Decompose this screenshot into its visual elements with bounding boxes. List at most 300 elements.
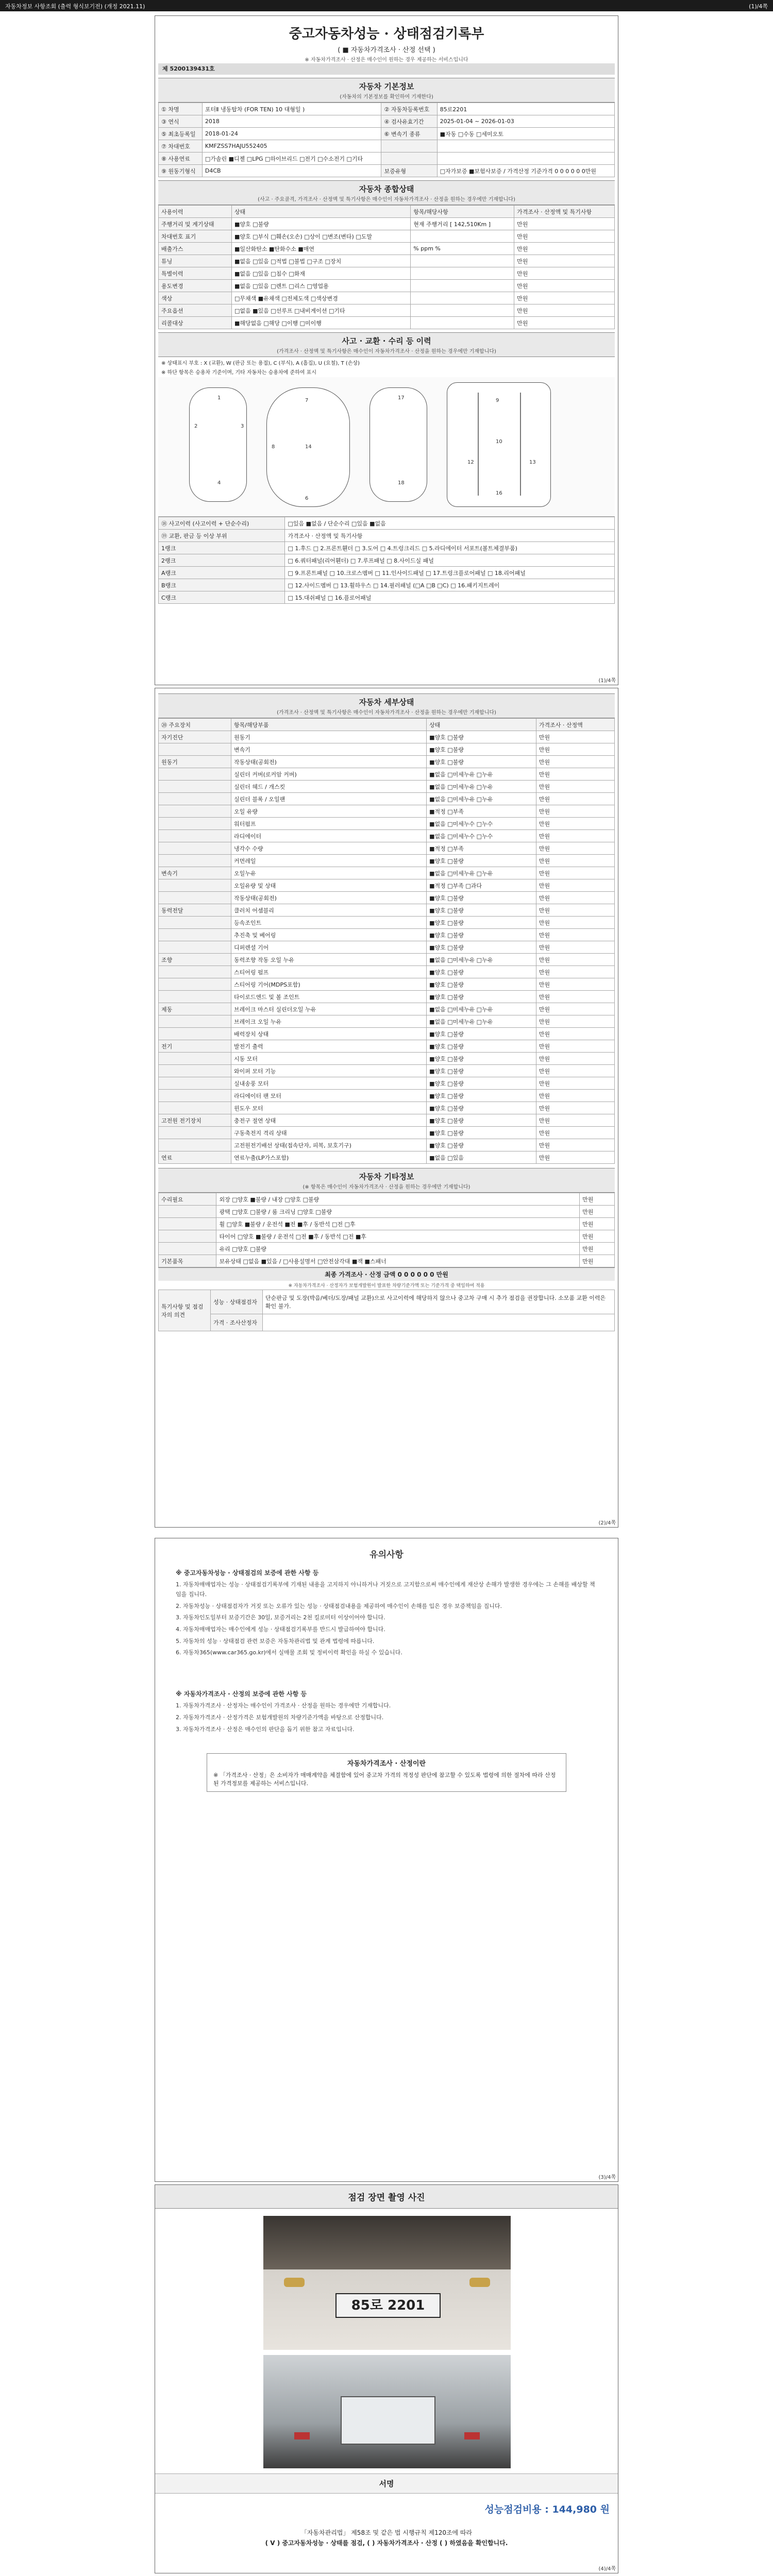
detail-cell: 라디에이터 팬 모터: [231, 1090, 427, 1102]
detail-cell: ■양호 □불량: [427, 1090, 536, 1102]
detail-row: [159, 768, 615, 781]
detail-cell: ■적정 □부족: [427, 842, 536, 855]
detail-cell: [159, 966, 231, 978]
detail-cell: 고전원 전기장치: [159, 1114, 231, 1127]
detail-cell: [159, 768, 231, 781]
detail-cell: 등속조인트: [231, 917, 427, 929]
diagram-part-number: 17: [398, 395, 405, 401]
summary-row: [159, 304, 615, 317]
diagram-part-number: 2: [194, 423, 198, 429]
detail-cell: 만원: [536, 941, 614, 954]
accident-cell: A랭크: [159, 567, 285, 579]
etc-row: [159, 1230, 615, 1243]
final-price-note: ※ 자동차가격조사 · 산정자가 보험개발원이 발표한 차량기준가액 또는 기준가격 중 택일하여 적용: [288, 1283, 485, 1289]
page-4-footer: (4)/4쪽: [598, 2566, 616, 2572]
detail-row: [159, 842, 615, 855]
detail-cell: 만원: [536, 1102, 614, 1114]
detail-row: [159, 1102, 615, 1114]
basic-note: (자동차의 기본정보를 확인하여 기재한다): [158, 92, 615, 103]
basic-row: [159, 165, 615, 177]
detail-cell: 만원: [536, 954, 614, 966]
detail-cell: ■양호 □불량: [427, 917, 536, 929]
detail-cell: 만원: [536, 1040, 614, 1053]
basic-cell: ⑧ 사용연료: [159, 152, 203, 165]
etc-cell: 만원: [580, 1243, 615, 1255]
special-price-text: [263, 1314, 615, 1331]
accident-cell: 1랭크: [159, 542, 285, 554]
detail-cell: 워터펌프: [231, 818, 427, 830]
notice-item: 6. 자동차365(www.car365.go.kr)에서 실매물 조회 및 정비이력 확인을 하실 수 있습니다.: [176, 1649, 402, 1656]
detail-row: [159, 1139, 615, 1151]
certification-line-1: 「자동차관리법」 제58조 및 같은 법 시행규칙 제120조에 따라: [300, 2529, 473, 2536]
detail-row: [159, 1151, 615, 1164]
license-plate: 85로 2201: [335, 2293, 441, 2318]
detail-cell: 윈도우 모터: [231, 1102, 427, 1114]
summary-cell: 리콜대상: [159, 317, 232, 329]
detail-cell: [159, 991, 231, 1003]
detail-cell: [159, 941, 231, 954]
etc-cell: 광택 □양호 □불량 / 룸 크리닝 □양호 □불량: [216, 1206, 580, 1218]
summary-title: 자동차 종합상태: [158, 180, 615, 195]
etc-cell: 보유상태 □없음 ■있음 / □사용설명서 □안전삼각대 ■잭 ■스패너: [216, 1255, 580, 1267]
detail-cell: ■양호 □불량: [427, 991, 536, 1003]
detail-cell: ■양호 □불량: [427, 978, 536, 991]
accident-row: [159, 530, 615, 542]
diagram-part-number: 1: [217, 395, 221, 401]
diagram-part-number: 10: [496, 439, 502, 445]
signature-section: [155, 2473, 618, 2494]
detail-cell: ■양호 □불량: [427, 1102, 536, 1114]
detail-row: [159, 805, 615, 818]
detail-cell: 만원: [536, 1127, 614, 1139]
etc-cell: [159, 1218, 216, 1230]
summary-cell: 만원: [514, 317, 615, 329]
summary-header-cell: 가격조사 · 산정액 및 특기사항: [514, 206, 615, 218]
detail-cell: 만원: [536, 743, 614, 756]
detail-cell: ■없음 □미세누유 □누유: [427, 954, 536, 966]
detail-cell: 만원: [536, 1015, 614, 1028]
detail-cell: 만원: [536, 991, 614, 1003]
notice-item: 2. 자동차성능 · 상태점검자가 거짓 또는 오류가 있는 성능 · 상태점검내용을 제공하여 매수인이 손해를 입은 경우 보증책임을 집니다.: [176, 1602, 502, 1609]
summary-cell: 특별이력: [159, 267, 232, 280]
detail-row: [159, 941, 615, 954]
price-info-title: 자동차가격조사 · 산정이란: [347, 1759, 426, 1768]
detail-cell: 작동상태(공회전): [231, 756, 427, 768]
vehicle-diagram: [158, 377, 615, 517]
detail-header-cell: 상태: [427, 719, 536, 731]
doc-subtitle: ( ■ 자동차가격조사 · 산정 선택 ): [338, 46, 435, 54]
detail-cell: 타이로드엔드 및 볼 조인트: [231, 991, 427, 1003]
page-2: [155, 688, 618, 1528]
detail-cell: ■양호 □불량: [427, 966, 536, 978]
detail-cell: ■양호 □불량: [427, 743, 536, 756]
summary-cell: ■없음 □있음 □렌트 □리스 □영업용: [231, 280, 410, 292]
basic-cell: 2025-01-04 ~ 2026-01-03: [437, 115, 614, 128]
detail-cell: 동력전달: [159, 904, 231, 917]
basic-cell: ① 차명: [159, 103, 203, 115]
certification-line-2: ( V ) 중고자동차성능 · 상태를 점검, ( ) 자동차가격조사 · 산정 ( ) 하였음을 확인합니다.: [265, 2539, 508, 2547]
detail-cell: 만원: [536, 929, 614, 941]
detail-title: 자동차 세부상태: [158, 693, 615, 708]
detail-cell: [159, 830, 231, 842]
detail-cell: ■양호 □불량: [427, 1127, 536, 1139]
taillight-right: [464, 2432, 480, 2439]
detail-cell: 만원: [536, 879, 614, 892]
diagram-part-number: 16: [496, 490, 502, 496]
rear-door: [341, 2396, 435, 2445]
detail-cell: 만원: [536, 1065, 614, 1077]
basic-cell: 2018: [202, 115, 381, 128]
detail-cell: 만원: [536, 1139, 614, 1151]
detail-row: [159, 978, 615, 991]
basic-cell: 85로2201: [437, 103, 614, 115]
detail-cell: 스티어링 기어(MDPS포함): [231, 978, 427, 991]
accident-cell: 가격조사 · 산정액 및 특기사항: [285, 530, 615, 542]
detail-row: [159, 781, 615, 793]
detail-cell: ■없음 □미세누수 □누수: [427, 818, 536, 830]
basic-row: [159, 152, 615, 165]
detail-cell: [159, 855, 231, 867]
basic-cell: □자가보증 ■보험사보증 / 가격산정 기준가격 0 0 0 0 0 0만원: [437, 165, 614, 177]
basic-cell: ④ 검사유효기간: [381, 115, 437, 128]
detail-cell: 만원: [536, 768, 614, 781]
summary-cell: 튜닝: [159, 255, 232, 267]
detail-cell: [159, 917, 231, 929]
detail-cell: 실린더 커버(로커암 커버): [231, 768, 427, 781]
detail-cell: ■양호 □불량: [427, 929, 536, 941]
detail-cell: 만원: [536, 1053, 614, 1065]
detail-cell: 추진축 및 베어링: [231, 929, 427, 941]
detail-cell: 만원: [536, 781, 614, 793]
detail-cell: ■양호 □불량: [427, 1053, 536, 1065]
etc-cell: 만원: [580, 1218, 615, 1230]
detail-cell: [159, 781, 231, 793]
accident-cell: □ 15.대쉬패널 □ 16.플로어패널: [285, 591, 615, 604]
summary-row: [159, 255, 615, 267]
taillight-left: [294, 2432, 310, 2439]
accident-cell: □ 1.후드 □ 2.프론트휀더 □ 3.도어 □ 4.트렁크리드 □ 5.라디에이터 서포트(볼트체결부품): [285, 542, 615, 554]
etc-cell: 외장 □양호 ■불량 / 내장 □양호 □불량: [216, 1193, 580, 1206]
detail-row: [159, 892, 615, 904]
detail-cell: 동력조향 작동 오일 누유: [231, 954, 427, 966]
detail-row: [159, 867, 615, 879]
detail-table: [158, 718, 615, 1164]
summary-cell: ■양호 □불량: [231, 218, 410, 230]
detail-cell: 만원: [536, 1003, 614, 1015]
detail-row: [159, 1053, 615, 1065]
basic-cell: ⑨ 원동기형식: [159, 165, 203, 177]
detail-cell: ■양호 □불량: [427, 941, 536, 954]
detail-cell: 작동상태(공회전): [231, 892, 427, 904]
headlight-right: [469, 2278, 490, 2287]
notices-list-2: [176, 1701, 597, 1734]
page-1: [155, 15, 618, 685]
accident-legend: ※ 상태표시 부호 : X (교환), W (판금 또는 용접), C (부식), A (흠집), U (요철), T (손상): [161, 361, 360, 366]
detail-cell: 만원: [536, 917, 614, 929]
detail-row: [159, 743, 615, 756]
photos-title: 점검 장면 촬영 사진: [155, 2185, 618, 2209]
etc-row: [159, 1255, 615, 1267]
detail-cell: ■없음 □미세누유 □누유: [427, 1015, 536, 1028]
summary-header-cell: 사용이력: [159, 206, 232, 218]
etc-table: [158, 1193, 615, 1267]
etc-cell: 만원: [580, 1230, 615, 1243]
inspection-fee: 성능점검비용 : 144,980 원: [484, 2504, 610, 2515]
basic-cell: ⑦ 차대번호: [159, 140, 203, 152]
notices-heading-1: ※ 중고자동차성능 · 상태점검의 보증에 관한 사항 등: [176, 1569, 319, 1577]
etc-row: [159, 1243, 615, 1255]
basic-cell: ② 자동차등록번호: [381, 103, 437, 115]
diagram-part-number: 3: [241, 423, 244, 429]
accident-row: [159, 591, 615, 604]
detail-note: (가격조사 · 산정액 및 특기사항은 매수인이 자동차가격조사 · 산정을 원하는 경우에만 기재합니다): [158, 708, 615, 718]
summary-note: (사고 · 주요골격, 가격조사 · 산정액 및 특기사항은 매수인이 자동차가격조사 · 산정을 원하는 경우에만 기재합니다): [158, 195, 615, 205]
etc-note: (※ 항목은 매수인이 자동차가격조사 · 산정을 원하는 경우에만 기재합니다): [158, 1182, 615, 1193]
detail-cell: ■양호 □불량: [427, 1077, 536, 1090]
detail-cell: [159, 978, 231, 991]
special-text: 단순판금 및 도장(박음/베더/도장/패널 교환)으로 사고이력에 해당하지 않으나 중고차 구매 시 추가 점검을 권장합니다. 소모품 교환 이력은 확인 불가.: [263, 1290, 615, 1314]
detail-cell: ■적정 □부족: [427, 805, 536, 818]
basic-row: [159, 103, 615, 115]
detail-cell: [159, 879, 231, 892]
detail-cell: 변속기: [231, 743, 427, 756]
notices-heading-2: ※ 자동차가격조사 · 산정의 보증에 관한 사항 등: [176, 1690, 307, 1698]
summary-cell: 주요옵션: [159, 304, 232, 317]
basic-cell: 포터Ⅱ 냉동탑차 (FOR TEN) 10 대형일 ): [202, 103, 381, 115]
detail-cell: 만원: [536, 793, 614, 805]
accident-cell: □ 12.사이드멤버 □ 13.휠하우스 □ 14.필러패널 (□A □B □C) □ 16.패키지트레이: [285, 579, 615, 591]
price-info-text: ※ 「가격조사 · 산정」은 소비자가 매매계약을 체결함에 있어 중고차 가격의 적정성 판단에 참고할 수 있도록 법령에 의한 절차에 따라 산정된 가격정보를 제공하는 서비스입니다.: [213, 1771, 556, 1787]
detail-row: [159, 929, 615, 941]
detail-cell: 만원: [536, 1028, 614, 1040]
accident-note: (가격조사 · 산정액 및 특기사항은 매수인이 자동차가격조사 · 산정을 원하는 경우에만 기재합니다): [158, 347, 615, 357]
detail-cell: 연료누출(LP가스포함): [231, 1151, 427, 1164]
accident-cell: C랭크: [159, 591, 285, 604]
summary-header-cell: 항목/해당사항: [411, 206, 514, 218]
detail-cell: ■없음 □미세누유 □누유: [427, 867, 536, 879]
detail-row: [159, 954, 615, 966]
detail-row: [159, 1003, 615, 1015]
notice-price-item: 3. 자동차가격조사 · 산정은 매수인의 판단을 돕기 위한 참고 자료입니다.: [176, 1725, 355, 1733]
detail-cell: 원동기: [159, 756, 231, 768]
detail-cell: [159, 1065, 231, 1077]
etc-cell: [159, 1206, 216, 1218]
detail-cell: [159, 743, 231, 756]
detail-row: [159, 1127, 615, 1139]
detail-cell: 라디에이터: [231, 830, 427, 842]
summary-cell: 현재 주행거리 [ 142,510Km ]: [411, 218, 514, 230]
diagram-part-number: 7: [305, 398, 309, 403]
detail-cell: 커먼레일: [231, 855, 427, 867]
etc-cell: 수리필요: [159, 1193, 216, 1206]
page-3-footer: (3)/4쪽: [598, 2175, 616, 2180]
summary-cell: [411, 255, 514, 267]
basic-cell: KMFZSS7HAJU552405: [202, 140, 381, 152]
page-4: [155, 2184, 618, 2573]
detail-cell: 만원: [536, 867, 614, 879]
diagram-part-number: 8: [272, 444, 275, 450]
summary-cell: 배출가스: [159, 243, 232, 255]
detail-cell: [159, 1077, 231, 1090]
price-info-box: [207, 1753, 566, 1792]
detail-cell: 디퍼렌셜 기어: [231, 941, 427, 954]
notices-title: 유의사항: [369, 1550, 404, 1560]
basic-cell: ⑤ 최초등록일: [159, 128, 203, 140]
detail-cell: [159, 818, 231, 830]
etc-row: [159, 1218, 615, 1230]
detail-cell: ■없음 □미세누수 □누수: [427, 830, 536, 842]
detail-cell: 만원: [536, 855, 614, 867]
detail-cell: 만원: [536, 1077, 614, 1090]
basic-title: 자동차 기본정보: [158, 78, 615, 92]
etc-cell: 만원: [580, 1206, 615, 1218]
notice-price-item: 2. 자동차가격조사 · 산정가격은 보험개발원의 차량기준가액을 바탕으로 산정합니다.: [176, 1714, 384, 1721]
summary-row: [159, 267, 615, 280]
notice-item: 3. 자동차인도일부터 보증기간은 30일, 보증거리는 2천 킬로미터 이상이어야 합니다.: [176, 1614, 385, 1621]
detail-cell: [159, 892, 231, 904]
accident-row: [159, 579, 615, 591]
detail-cell: 만원: [536, 892, 614, 904]
detail-cell: 만원: [536, 966, 614, 978]
notices: [155, 1538, 618, 1746]
detail-row: [159, 1077, 615, 1090]
detail-cell: ■없음 □미세누유 □누유: [427, 793, 536, 805]
detail-cell: ■양호 □불량: [427, 855, 536, 867]
accident-cell: □ 6.쿼터패널(리어휀더) □ 7.루프패널 □ 8.사이드실 패널: [285, 554, 615, 567]
browser-bar: [0, 0, 773, 11]
detail-cell: 브레이크 오일 누유: [231, 1015, 427, 1028]
detail-cell: [159, 1090, 231, 1102]
summary-cell: [411, 292, 514, 304]
signature-title: 서명: [155, 2473, 618, 2494]
accident-cell: B랭크: [159, 579, 285, 591]
detail-cell: 만원: [536, 818, 614, 830]
detail-cell: 만원: [536, 1151, 614, 1164]
basic-row: [159, 128, 615, 140]
detail-row: [159, 1114, 615, 1127]
etc-cell: [159, 1243, 216, 1255]
etc-title: 자동차 기타정보: [158, 1168, 615, 1182]
detail-cell: 만원: [536, 1090, 614, 1102]
accident-cell: ⑲ 교환, 판금 등 이상 부위: [159, 530, 285, 542]
notice-item: 1. 자동차매매업자는 성능 · 상태점검기록부에 기재된 내용을 고지하지 아니하거나 거짓으로 고지함으로써 매수인에게 재산상 손해가 발생한 경우에는 그 손해를 배상할 책임을 집니다.: [176, 1581, 595, 1598]
detail-header-cell: 가격조사 · 산정액: [536, 719, 614, 731]
summary-row: [159, 230, 615, 243]
summary-row: [159, 218, 615, 230]
detail-cell: ■양호 □불량: [427, 1139, 536, 1151]
accident-row: [159, 554, 615, 567]
detail-row: [159, 1065, 615, 1077]
detail-cell: [159, 1028, 231, 1040]
summary-row: [159, 243, 615, 255]
summary-cell: ■없음 □있음 □침수 □화재: [231, 267, 410, 280]
detail-row: [159, 1015, 615, 1028]
detail-cell: ■양호 □불량: [427, 1028, 536, 1040]
detail-cell: [159, 793, 231, 805]
detail-header-cell: ⑳ 주요장치: [159, 719, 231, 731]
detail-cell: ■없음 □있음: [427, 1151, 536, 1164]
detail-cell: ■양호 □불량: [427, 1114, 536, 1127]
basic-table: [158, 103, 615, 177]
detail-cell: ■양호 □불량: [427, 1065, 536, 1077]
detail-cell: 조향: [159, 954, 231, 966]
detail-cell: 배력장치 상태: [231, 1028, 427, 1040]
summary-cell: ■양호 □부식 □훼손(오손) □상이 □변조(변타) □도말: [231, 230, 410, 243]
final-price: 최종 가격조사 · 산정 금액 0 0 0 0 0 0 만원: [158, 1267, 615, 1281]
photo-front: [263, 2216, 511, 2350]
detail-cell: ■양호 □불량: [427, 756, 536, 768]
summary-cell: 만원: [514, 292, 615, 304]
summary-cell: 만원: [514, 218, 615, 230]
detail-cell: ■없음 □미세누유 □누유: [427, 1003, 536, 1015]
detail-cell: [159, 1053, 231, 1065]
summary-cell: [411, 317, 514, 329]
basic-cell: [437, 140, 614, 152]
special-price-label: 가격 · 조사산정자: [211, 1314, 263, 1331]
summary-cell: 용도변경: [159, 280, 232, 292]
summary-cell: 만원: [514, 255, 615, 267]
detail-cell: 오일유량 및 상태: [231, 879, 427, 892]
special-inspector-label: 성능 · 상태점검자: [211, 1290, 263, 1314]
detail-cell: [159, 805, 231, 818]
doc-title: 중고자동차성능 · 상태점검기록부: [289, 26, 484, 42]
accident-row: [159, 567, 615, 579]
detail-row: [159, 879, 615, 892]
detail-cell: 만원: [536, 978, 614, 991]
diagram-part-number: 13: [529, 460, 536, 465]
basic-cell: 보증유형: [381, 165, 437, 177]
etc-cell: [159, 1230, 216, 1243]
page-2-footer: (2)/4쪽: [598, 1520, 616, 1526]
etc-cell: 만원: [580, 1255, 615, 1267]
summary-cell: 만원: [514, 304, 615, 317]
special-label: 특기사항 및 점검자의 의견: [159, 1290, 211, 1331]
summary-row: [159, 317, 615, 329]
accident-cell: □ 9.프론트패널 □ 10.크로스멤버 □ 11.인사이드패널 □ 17.트렁크플로어패널 □ 18.리어패널: [285, 567, 615, 579]
notice-item: 4. 자동차매매업자는 매수인에게 성능 · 상태점검기록부를 반드시 발급하여야 합니다.: [176, 1626, 385, 1633]
special-table: [158, 1290, 615, 1331]
detail-row: [159, 793, 615, 805]
summary-cell: 만원: [514, 243, 615, 255]
summary-table: [158, 205, 615, 329]
diagram-part-number: 6: [305, 496, 309, 501]
detail-cell: 냉각수 수량: [231, 842, 427, 855]
basic-cell: D4CB: [202, 165, 381, 177]
etc-cell: 유리 □양호 □불량: [216, 1243, 580, 1255]
detail-cell: 충전구 절연 상태: [231, 1114, 427, 1127]
detail-cell: ■적정 □부족 □과다: [427, 879, 536, 892]
accident-cell: □있음 ■없음 / 단순수리 □있음 ■없음: [285, 517, 615, 530]
diagram-part-number: 12: [467, 460, 474, 465]
summary-cell: 색상: [159, 292, 232, 304]
certification-text: [155, 2528, 618, 2549]
detail-cell: 자기진단: [159, 731, 231, 743]
summary-cell: [411, 230, 514, 243]
detail-cell: 만원: [536, 904, 614, 917]
accident-cell: ⑱ 사고이력 (사고이력 + 단순수리): [159, 517, 285, 530]
summary-cell: % ppm %: [411, 243, 514, 255]
etc-cell: 기본품목: [159, 1255, 216, 1267]
detail-cell: ■없음 □미세누유 □누유: [427, 768, 536, 781]
accident-title: 사고 · 교환 · 수리 등 이력: [158, 332, 615, 347]
detail-cell: [159, 929, 231, 941]
summary-cell: 주행거리 및 계기상태: [159, 218, 232, 230]
basic-row: [159, 140, 615, 152]
accident-table: [158, 517, 615, 604]
detail-cell: 시동 모터: [231, 1053, 427, 1065]
detail-cell: 클러치 어셈블리: [231, 904, 427, 917]
page-1-footer: (1)/4쪽: [598, 678, 616, 684]
